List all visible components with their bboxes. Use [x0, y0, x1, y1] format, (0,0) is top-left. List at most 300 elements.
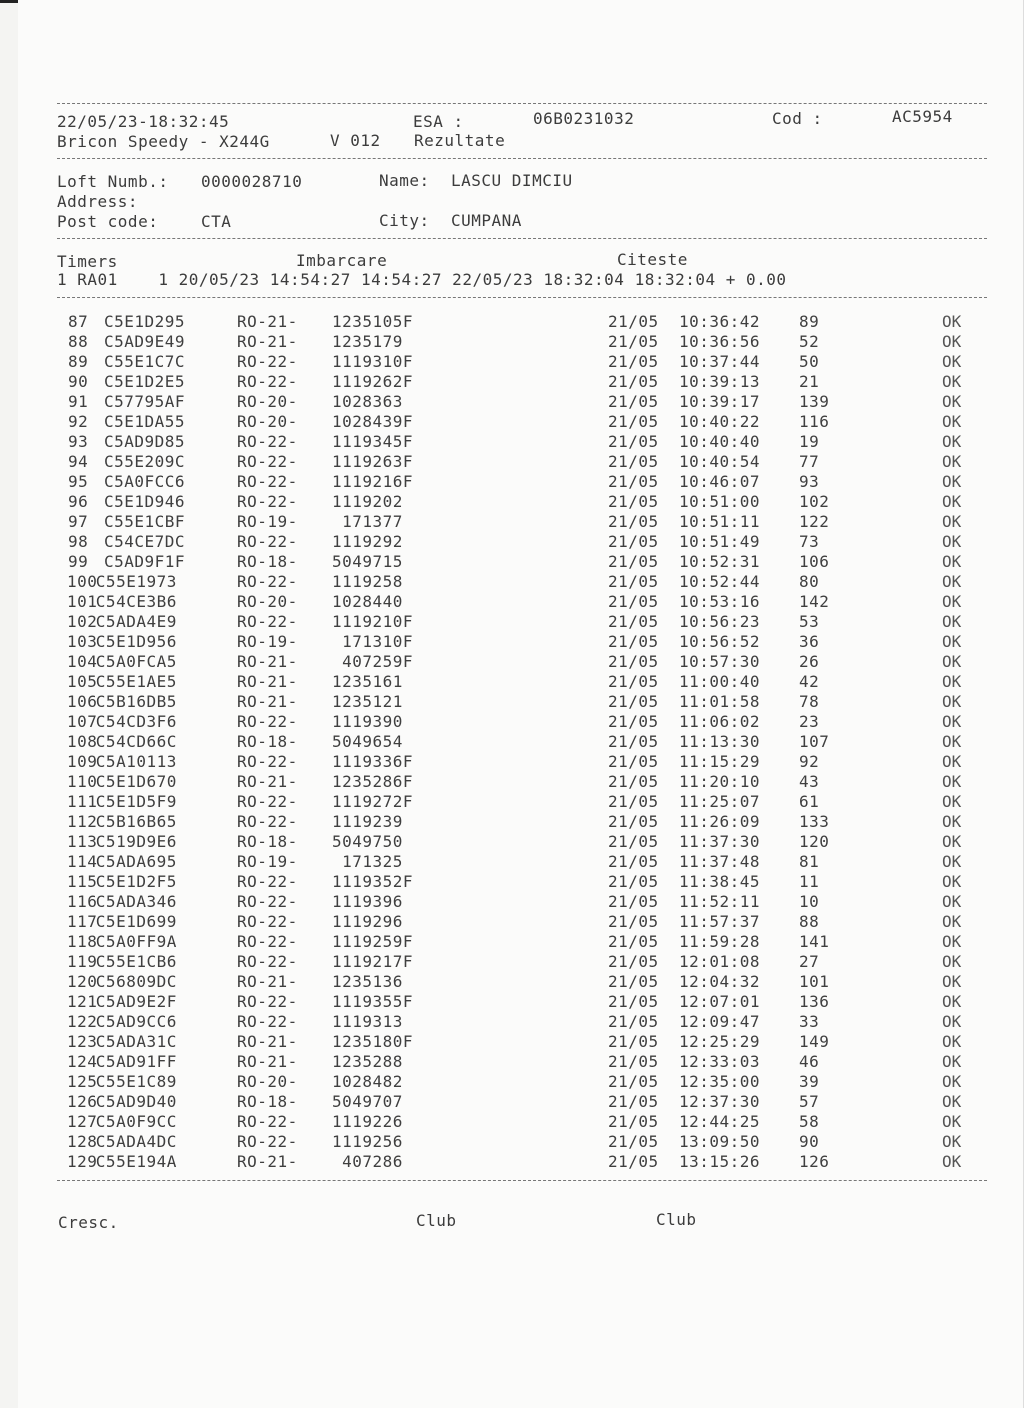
- arrival-time: 13:09:50: [679, 1132, 761, 1151]
- rank-value: 107: [799, 732, 830, 751]
- table-row: [0, 312, 1024, 332]
- version: V 012: [330, 131, 381, 150]
- rank-value: 57: [799, 1092, 820, 1111]
- arrival-date: 21/05: [608, 952, 659, 971]
- rank-value: 101: [799, 972, 830, 991]
- row-number: 91: [68, 392, 89, 411]
- ring-series: RO-22-: [237, 1012, 298, 1031]
- rank-value: 81: [799, 852, 820, 871]
- status: OK: [942, 472, 962, 491]
- rank-value: 77: [799, 452, 820, 471]
- arrival-date: 21/05: [608, 832, 659, 851]
- rank-value: 42: [799, 672, 820, 691]
- arrival-date: 21/05: [608, 752, 659, 771]
- row-number: 125: [67, 1072, 98, 1091]
- ring-number: 407259F: [332, 652, 414, 671]
- table-row: [0, 1052, 1024, 1072]
- rank-value: 26: [799, 652, 820, 671]
- chip-id: C55E1CB6: [95, 952, 177, 971]
- arrival-time: 12:37:30: [679, 1092, 761, 1111]
- rank-value: 53: [799, 612, 820, 631]
- chip-id: C5E1D956: [95, 632, 177, 651]
- arrival-date: 21/05: [608, 572, 659, 591]
- chip-id: C5AD9F1F: [104, 552, 186, 571]
- ring-series: RO-21-: [237, 652, 298, 671]
- arrival-date: 21/05: [608, 372, 659, 391]
- row-number: 87: [68, 312, 89, 331]
- row-number: 89: [68, 352, 89, 371]
- ring-number: 5049707: [332, 1092, 403, 1111]
- ring-number: 1119345F: [332, 432, 414, 451]
- ring-series: RO-22-: [237, 752, 298, 771]
- table-row: [0, 1072, 1024, 1092]
- chip-id: C5E1DA55: [104, 412, 186, 431]
- timers-label: Timers: [57, 252, 118, 271]
- ring-number: 5049654: [332, 732, 403, 751]
- ring-number: 407286: [332, 1152, 403, 1171]
- table-row: [0, 852, 1024, 872]
- row-number: 90: [68, 372, 89, 391]
- ring-series: RO-18-: [237, 552, 298, 571]
- arrival-time: 11:38:45: [679, 872, 761, 891]
- row-number: 116: [67, 892, 98, 911]
- ring-number: 1028440: [332, 592, 403, 611]
- row-number: 113: [67, 832, 98, 851]
- ring-number: 5049750: [332, 832, 403, 851]
- ring-series: RO-18-: [237, 1092, 298, 1111]
- row-number: 117: [67, 912, 98, 931]
- rank-value: 61: [799, 792, 820, 811]
- row-number: 114: [67, 852, 98, 871]
- chip-id: C54CE7DC: [104, 532, 186, 551]
- arrival-date: 21/05: [608, 392, 659, 411]
- table-row: [0, 652, 1024, 672]
- rank-value: 133: [799, 812, 830, 831]
- arrival-date: 21/05: [608, 332, 659, 351]
- arrival-time: 10:39:13: [679, 372, 761, 391]
- row-number: 101: [67, 592, 98, 611]
- rank-value: 120: [799, 832, 830, 851]
- arrival-date: 21/05: [608, 432, 659, 451]
- status: OK: [942, 652, 962, 671]
- status: OK: [942, 912, 962, 931]
- rank-value: 139: [799, 392, 830, 411]
- ring-number: 1235121: [332, 692, 403, 711]
- ring-series: RO-22-: [237, 352, 298, 371]
- arrival-date: 21/05: [608, 712, 659, 731]
- status: OK: [942, 392, 962, 411]
- ring-series: RO-20-: [237, 392, 298, 411]
- row-number: 98: [68, 532, 89, 551]
- status: OK: [942, 852, 962, 871]
- table-row: [0, 412, 1024, 432]
- status: OK: [942, 992, 962, 1011]
- ring-number: 1235179: [332, 332, 403, 351]
- ring-number: 1235161: [332, 672, 403, 691]
- ring-series: RO-22-: [237, 952, 298, 971]
- arrival-date: 21/05: [608, 472, 659, 491]
- ring-series: RO-22-: [237, 792, 298, 811]
- status: OK: [942, 872, 962, 891]
- table-row: [0, 492, 1024, 512]
- chip-id: C5E1D5F9: [95, 792, 177, 811]
- arrival-time: 12:33:03: [679, 1052, 761, 1071]
- rank-value: 23: [799, 712, 820, 731]
- ring-number: 1119355F: [332, 992, 414, 1011]
- ring-series: RO-22-: [237, 432, 298, 451]
- status: OK: [942, 932, 962, 951]
- rank-value: 21: [799, 372, 820, 391]
- arrival-time: 10:40:54: [679, 452, 761, 471]
- ring-series: RO-21-: [237, 332, 298, 351]
- ring-number: 1119258: [332, 572, 403, 591]
- status: OK: [942, 752, 962, 771]
- arrival-time: 10:36:56: [679, 332, 761, 351]
- chip-id: C5AD9D85: [104, 432, 186, 451]
- ring-series: RO-20-: [237, 592, 298, 611]
- timer-line: 1 RA01 1 20/05/23 14:54:27 14:54:27 22/05/23 18:32:04 18:32:04 + 0.00: [57, 270, 787, 289]
- arrival-time: 11:00:40: [679, 672, 761, 691]
- arrival-date: 21/05: [608, 1112, 659, 1131]
- rank-value: 116: [799, 412, 830, 431]
- table-row: [0, 1152, 1024, 1172]
- ring-series: RO-22-: [237, 892, 298, 911]
- arrival-time: 11:25:07: [679, 792, 761, 811]
- arrival-date: 21/05: [608, 1092, 659, 1111]
- arrival-date: 21/05: [608, 412, 659, 431]
- separator-line: [57, 1180, 987, 1181]
- status: OK: [942, 1112, 962, 1131]
- status: OK: [942, 512, 962, 531]
- status: OK: [942, 532, 962, 551]
- ring-number: 1235105F: [332, 312, 414, 331]
- table-row: [0, 512, 1024, 532]
- rank-value: 50: [799, 352, 820, 371]
- table-row: [0, 952, 1024, 972]
- ring-series: RO-21-: [237, 672, 298, 691]
- chip-id: C5AD9CC6: [95, 1012, 177, 1031]
- table-row: [0, 1012, 1024, 1032]
- table-row: [0, 752, 1024, 772]
- rank-value: 58: [799, 1112, 820, 1131]
- ring-series: RO-22-: [237, 872, 298, 891]
- loft-number-label: Loft Numb.:: [57, 172, 169, 191]
- row-number: 95: [68, 472, 89, 491]
- arrival-date: 21/05: [608, 492, 659, 511]
- arrival-time: 10:51:00: [679, 492, 761, 511]
- chip-id: C5AD9E2F: [95, 992, 177, 1011]
- arrival-time: 11:15:29: [679, 752, 761, 771]
- arrival-time: 10:57:30: [679, 652, 761, 671]
- ring-number: 171310F: [332, 632, 414, 651]
- arrival-time: 11:01:58: [679, 692, 761, 711]
- rank-value: 80: [799, 572, 820, 591]
- row-number: 105: [67, 672, 98, 691]
- fancier-name: LASCU DIMCIU: [451, 171, 573, 190]
- arrival-time: 10:37:44: [679, 352, 761, 371]
- rank-value: 43: [799, 772, 820, 791]
- arrival-date: 21/05: [608, 1072, 659, 1091]
- table-row: [0, 532, 1024, 552]
- arrival-time: 10:40:40: [679, 432, 761, 451]
- row-number: 128: [67, 1132, 98, 1151]
- table-row: [0, 872, 1024, 892]
- rank-value: 149: [799, 1032, 830, 1051]
- postcode: CTA: [201, 212, 232, 231]
- row-number: 106: [67, 692, 98, 711]
- arrival-date: 21/05: [608, 1052, 659, 1071]
- name-label: Name:: [379, 171, 430, 190]
- city: CUMPANA: [451, 211, 522, 230]
- rank-value: 27: [799, 952, 820, 971]
- arrival-date: 21/05: [608, 992, 659, 1011]
- arrival-time: 10:51:11: [679, 512, 761, 531]
- arrival-time: 11:26:09: [679, 812, 761, 831]
- club-label-2: Club: [656, 1210, 697, 1229]
- chip-id: C57795AF: [104, 392, 186, 411]
- status: OK: [942, 612, 962, 631]
- ring-number: 1119239: [332, 812, 403, 831]
- status: OK: [942, 672, 962, 691]
- ring-series: RO-18-: [237, 732, 298, 751]
- ring-series: RO-22-: [237, 612, 298, 631]
- table-row: [0, 612, 1024, 632]
- status: OK: [942, 732, 962, 751]
- arrival-time: 11:06:02: [679, 712, 761, 731]
- esa-value: 06B0231032: [533, 109, 635, 128]
- arrival-time: 10:46:07: [679, 472, 761, 491]
- arrival-time: 11:13:30: [679, 732, 761, 751]
- table-row: [0, 792, 1024, 812]
- chip-id: C55E1973: [95, 572, 177, 591]
- chip-id: C5E1D2E5: [104, 372, 186, 391]
- row-number: 111: [67, 792, 98, 811]
- table-row: [0, 1032, 1024, 1052]
- ring-series: RO-19-: [237, 852, 298, 871]
- status: OK: [942, 972, 962, 991]
- ring-series: RO-22-: [237, 912, 298, 931]
- table-row: [0, 392, 1024, 412]
- chip-id: C55E209C: [104, 452, 186, 471]
- chip-id: C5ADA31C: [95, 1032, 177, 1051]
- row-number: 127: [67, 1112, 98, 1131]
- ring-number: 1028363: [332, 392, 403, 411]
- rank-value: 33: [799, 1012, 820, 1031]
- arrival-time: 12:01:08: [679, 952, 761, 971]
- table-row: [0, 892, 1024, 912]
- ring-number: 171377: [332, 512, 403, 531]
- table-row: [0, 632, 1024, 652]
- arrival-date: 21/05: [608, 612, 659, 631]
- chip-id: C5A0FF9A: [95, 932, 177, 951]
- status: OK: [942, 1152, 962, 1171]
- rank-value: 102: [799, 492, 830, 511]
- ring-series: RO-22-: [237, 1112, 298, 1131]
- ring-series: RO-20-: [237, 1072, 298, 1091]
- status: OK: [942, 892, 962, 911]
- status: OK: [942, 1032, 962, 1051]
- chip-id: C5ADA4DC: [95, 1132, 177, 1151]
- table-row: [0, 1092, 1024, 1112]
- row-number: 93: [68, 432, 89, 451]
- arrival-date: 21/05: [608, 632, 659, 651]
- row-number: 99: [68, 552, 89, 571]
- ring-number: 1235180F: [332, 1032, 414, 1051]
- arrival-date: 21/05: [608, 592, 659, 611]
- row-number: 129: [67, 1152, 98, 1171]
- row-number: 100: [67, 572, 98, 591]
- ring-series: RO-21-: [237, 972, 298, 991]
- ring-series: RO-22-: [237, 572, 298, 591]
- arrival-date: 21/05: [608, 792, 659, 811]
- row-number: 119: [67, 952, 98, 971]
- table-row: [0, 352, 1024, 372]
- table-row: [0, 732, 1024, 752]
- status: OK: [942, 1072, 962, 1091]
- rank-value: 11: [799, 872, 820, 891]
- row-number: 102: [67, 612, 98, 631]
- chip-id: C5AD91FF: [95, 1052, 177, 1071]
- ring-series: RO-22-: [237, 932, 298, 951]
- ring-number: 1119217F: [332, 952, 414, 971]
- arrival-date: 21/05: [608, 812, 659, 831]
- status: OK: [942, 1092, 962, 1111]
- status: OK: [942, 572, 962, 591]
- chip-id: C5E1D670: [95, 772, 177, 791]
- chip-id: C5E1D699: [95, 912, 177, 931]
- report-datetime: 22/05/23-18:32:45: [57, 112, 230, 131]
- arrival-time: 10:52:44: [679, 572, 761, 591]
- rank-value: 106: [799, 552, 830, 571]
- row-number: 118: [67, 932, 98, 951]
- arrival-time: 10:53:16: [679, 592, 761, 611]
- arrival-time: 10:52:31: [679, 552, 761, 571]
- ring-number: 1119313: [332, 1012, 403, 1031]
- chip-id: C5B16B65: [95, 812, 177, 831]
- row-number: 103: [67, 632, 98, 651]
- arrival-time: 11:59:28: [679, 932, 761, 951]
- chip-id: C5A0F9CC: [95, 1112, 177, 1131]
- arrival-date: 21/05: [608, 892, 659, 911]
- rank-value: 92: [799, 752, 820, 771]
- rank-value: 19: [799, 432, 820, 451]
- ring-number: 1119216F: [332, 472, 414, 491]
- ring-series: RO-22-: [237, 812, 298, 831]
- arrival-date: 21/05: [608, 972, 659, 991]
- chip-id: C54CD66C: [95, 732, 177, 751]
- chip-id: C5B16DB5: [95, 692, 177, 711]
- row-number: 108: [67, 732, 98, 751]
- ring-series: RO-18-: [237, 832, 298, 851]
- rank-value: 141: [799, 932, 830, 951]
- ring-series: RO-20-: [237, 412, 298, 431]
- ring-number: 1119210F: [332, 612, 414, 631]
- table-row: [0, 592, 1024, 612]
- rank-value: 73: [799, 532, 820, 551]
- arrival-date: 21/05: [608, 1152, 659, 1171]
- status: OK: [942, 1012, 962, 1031]
- rank-value: 36: [799, 632, 820, 651]
- status: OK: [942, 812, 962, 831]
- table-row: [0, 572, 1024, 592]
- row-number: 112: [67, 812, 98, 831]
- status: OK: [942, 432, 962, 451]
- row-number: 97: [68, 512, 89, 531]
- ring-number: 1119256: [332, 1132, 403, 1151]
- status: OK: [942, 772, 962, 791]
- ring-series: RO-22-: [237, 452, 298, 471]
- rank-value: 10: [799, 892, 820, 911]
- ring-series: RO-19-: [237, 512, 298, 531]
- table-row: [0, 992, 1024, 1012]
- arrival-time: 13:15:26: [679, 1152, 761, 1171]
- status: OK: [942, 372, 962, 391]
- ring-series: RO-21-: [237, 312, 298, 331]
- arrival-date: 21/05: [608, 1132, 659, 1151]
- table-row: [0, 692, 1024, 712]
- row-number: 94: [68, 452, 89, 471]
- arrival-time: 12:44:25: [679, 1112, 761, 1131]
- table-row: [0, 1132, 1024, 1152]
- status: OK: [942, 1052, 962, 1071]
- citeste-label: Citeste: [617, 250, 688, 269]
- ring-number: 1028482: [332, 1072, 403, 1091]
- arrival-date: 21/05: [608, 552, 659, 571]
- chip-id: C5E1D295: [104, 312, 186, 331]
- status: OK: [942, 552, 962, 571]
- arrival-time: 12:25:29: [679, 1032, 761, 1051]
- esa-label: ESA :: [413, 112, 464, 131]
- table-row: [0, 452, 1024, 472]
- row-number: 124: [67, 1052, 98, 1071]
- arrival-date: 21/05: [608, 312, 659, 331]
- arrival-date: 21/05: [608, 692, 659, 711]
- status: OK: [942, 1132, 962, 1151]
- city-label: City:: [379, 211, 430, 230]
- status: OK: [942, 692, 962, 711]
- ring-number: 1119396: [332, 892, 403, 911]
- table-row: [0, 472, 1024, 492]
- rank-value: 142: [799, 592, 830, 611]
- arrival-date: 21/05: [608, 1032, 659, 1051]
- rank-value: 93: [799, 472, 820, 491]
- ring-number: 1119263F: [332, 452, 414, 471]
- table-row: [0, 772, 1024, 792]
- device-name: Bricon Speedy - X244G: [57, 132, 270, 151]
- imbarcare-label: Imbarcare: [296, 251, 388, 270]
- arrival-time: 10:40:22: [679, 412, 761, 431]
- report-title: Rezultate: [414, 131, 506, 150]
- status: OK: [942, 952, 962, 971]
- ring-number: 1235286F: [332, 772, 414, 791]
- chip-id: C55E1AE5: [95, 672, 177, 691]
- arrival-date: 21/05: [608, 912, 659, 931]
- table-row: [0, 932, 1024, 952]
- ring-number: 1119336F: [332, 752, 414, 771]
- status: OK: [942, 492, 962, 511]
- table-row: [0, 972, 1024, 992]
- arrival-time: 11:57:37: [679, 912, 761, 931]
- rank-value: 126: [799, 1152, 830, 1171]
- cod-value: AC5954: [892, 107, 953, 126]
- rank-value: 52: [799, 332, 820, 351]
- rank-value: 88: [799, 912, 820, 931]
- chip-id: C5E1D946: [104, 492, 186, 511]
- arrival-time: 11:37:48: [679, 852, 761, 871]
- ring-number: 1119390: [332, 712, 403, 731]
- address-label: Address:: [57, 192, 139, 211]
- ring-series: RO-21-: [237, 1032, 298, 1051]
